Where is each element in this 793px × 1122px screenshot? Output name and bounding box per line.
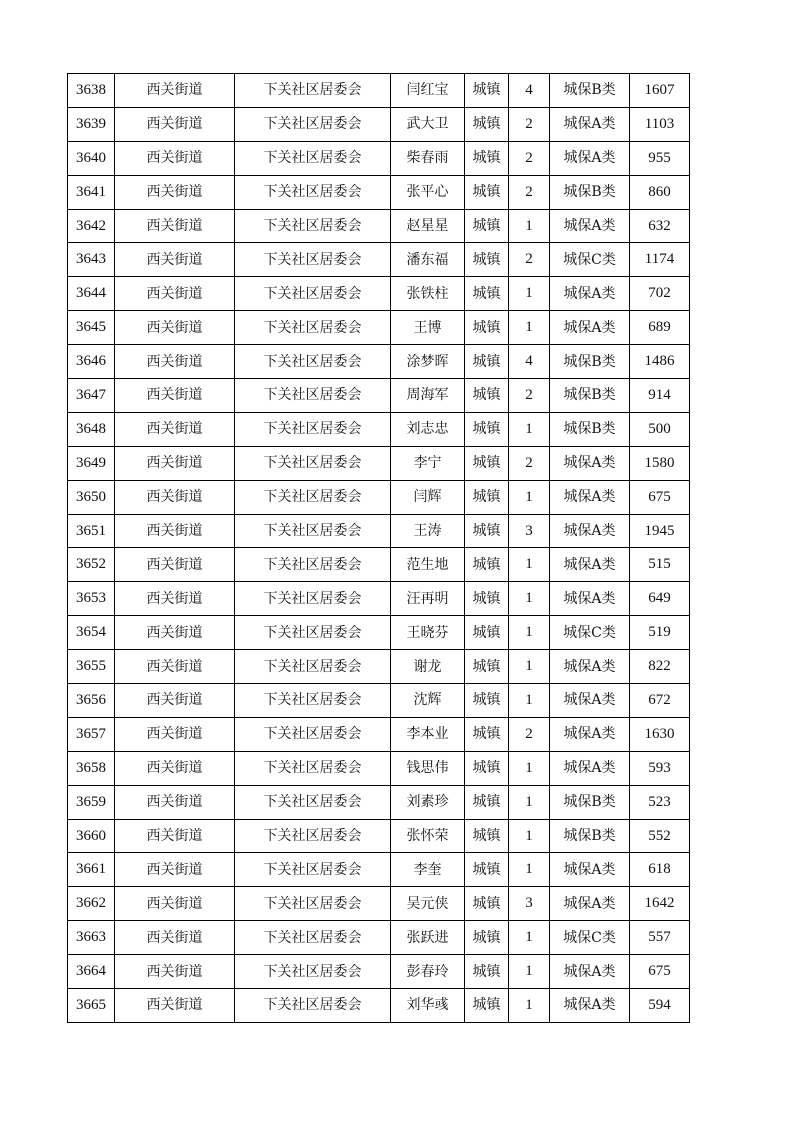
- street-cell: 西关街道: [115, 921, 235, 955]
- name-cell: 彭春玲: [391, 955, 465, 989]
- amount-cell: 675: [630, 480, 690, 514]
- table-row: [68, 209, 690, 243]
- household-size-cell: 1: [509, 616, 550, 650]
- street-cell: 西关街道: [115, 277, 235, 311]
- amount-cell: 689: [630, 311, 690, 345]
- community-cell: 下关社区居委会: [235, 650, 391, 684]
- household-size-cell: 4: [509, 345, 550, 379]
- category-cell: 城保A类: [550, 989, 630, 1023]
- household-size-cell: 2: [509, 446, 550, 480]
- record-id-cell: 3659: [68, 785, 115, 819]
- table-body: [68, 74, 690, 1023]
- household-size-cell: 3: [509, 514, 550, 548]
- record-id-cell: 3642: [68, 209, 115, 243]
- record-id-cell: 3654: [68, 616, 115, 650]
- amount-cell: 1945: [630, 514, 690, 548]
- name-cell: 吴元侠: [391, 887, 465, 921]
- area-type-cell: 城镇: [465, 717, 509, 751]
- street-cell: 西关街道: [115, 412, 235, 446]
- amount-cell: 1103: [630, 107, 690, 141]
- household-size-cell: 1: [509, 582, 550, 616]
- household-size-cell: 1: [509, 548, 550, 582]
- name-cell: 张跃进: [391, 921, 465, 955]
- area-type-cell: 城镇: [465, 243, 509, 277]
- amount-cell: 1642: [630, 887, 690, 921]
- name-cell: 王博: [391, 311, 465, 345]
- table-row: [68, 175, 690, 209]
- area-type-cell: 城镇: [465, 345, 509, 379]
- record-id-cell: 3660: [68, 819, 115, 853]
- name-cell: 李宁: [391, 446, 465, 480]
- household-size-cell: 2: [509, 717, 550, 751]
- household-size-cell: 1: [509, 311, 550, 345]
- name-cell: 钱思伟: [391, 751, 465, 785]
- street-cell: 西关街道: [115, 480, 235, 514]
- category-cell: 城保A类: [550, 684, 630, 718]
- record-id-cell: 3663: [68, 921, 115, 955]
- record-id-cell: 3644: [68, 277, 115, 311]
- name-cell: 武大卫: [391, 107, 465, 141]
- table-row: [68, 480, 690, 514]
- record-id-cell: 3649: [68, 446, 115, 480]
- street-cell: 西关街道: [115, 345, 235, 379]
- area-type-cell: 城镇: [465, 751, 509, 785]
- community-cell: 下关社区居委会: [235, 548, 391, 582]
- area-type-cell: 城镇: [465, 514, 509, 548]
- street-cell: 西关街道: [115, 650, 235, 684]
- community-cell: 下关社区居委会: [235, 955, 391, 989]
- area-type-cell: 城镇: [465, 819, 509, 853]
- name-cell: 闫辉: [391, 480, 465, 514]
- table-row: [68, 616, 690, 650]
- table-row: [68, 107, 690, 141]
- area-type-cell: 城镇: [465, 446, 509, 480]
- category-cell: 城保A类: [550, 650, 630, 684]
- table-row: [68, 717, 690, 751]
- community-cell: 下关社区居委会: [235, 311, 391, 345]
- area-type-cell: 城镇: [465, 785, 509, 819]
- name-cell: 王涛: [391, 514, 465, 548]
- community-cell: 下关社区居委会: [235, 480, 391, 514]
- household-size-cell: 1: [509, 209, 550, 243]
- amount-cell: 1580: [630, 446, 690, 480]
- table-row: [68, 277, 690, 311]
- household-size-cell: 1: [509, 277, 550, 311]
- household-size-cell: 1: [509, 650, 550, 684]
- household-size-cell: 1: [509, 853, 550, 887]
- community-cell: 下关社区居委会: [235, 684, 391, 718]
- community-cell: 下关社区居委会: [235, 345, 391, 379]
- category-cell: 城保A类: [550, 548, 630, 582]
- table-row: [68, 650, 690, 684]
- community-cell: 下关社区居委会: [235, 379, 391, 413]
- record-id-cell: 3638: [68, 74, 115, 108]
- category-cell: 城保A类: [550, 955, 630, 989]
- area-type-cell: 城镇: [465, 141, 509, 175]
- category-cell: 城保A类: [550, 751, 630, 785]
- record-id-cell: 3664: [68, 955, 115, 989]
- table-row: [68, 141, 690, 175]
- amount-cell: 1174: [630, 243, 690, 277]
- household-size-cell: 2: [509, 379, 550, 413]
- community-cell: 下关社区居委会: [235, 582, 391, 616]
- amount-cell: 519: [630, 616, 690, 650]
- household-size-cell: 3: [509, 887, 550, 921]
- table-row: [68, 311, 690, 345]
- category-cell: 城保A类: [550, 582, 630, 616]
- table-row: [68, 819, 690, 853]
- amount-cell: 552: [630, 819, 690, 853]
- area-type-cell: 城镇: [465, 650, 509, 684]
- community-cell: 下关社区居委会: [235, 887, 391, 921]
- street-cell: 西关街道: [115, 311, 235, 345]
- record-id-cell: 3653: [68, 582, 115, 616]
- area-type-cell: 城镇: [465, 74, 509, 108]
- street-cell: 西关街道: [115, 717, 235, 751]
- record-id-cell: 3641: [68, 175, 115, 209]
- amount-cell: 1607: [630, 74, 690, 108]
- table-row: [68, 955, 690, 989]
- street-cell: 西关街道: [115, 446, 235, 480]
- community-cell: 下关社区居委会: [235, 819, 391, 853]
- street-cell: 西关街道: [115, 379, 235, 413]
- area-type-cell: 城镇: [465, 311, 509, 345]
- table-row: [68, 684, 690, 718]
- category-cell: 城保A类: [550, 209, 630, 243]
- community-cell: 下关社区居委会: [235, 412, 391, 446]
- street-cell: 西关街道: [115, 175, 235, 209]
- name-cell: 刘华彧: [391, 989, 465, 1023]
- household-size-cell: 1: [509, 684, 550, 718]
- category-cell: 城保A类: [550, 277, 630, 311]
- category-cell: 城保A类: [550, 311, 630, 345]
- area-type-cell: 城镇: [465, 548, 509, 582]
- area-type-cell: 城镇: [465, 277, 509, 311]
- record-id-cell: 3655: [68, 650, 115, 684]
- category-cell: 城保C类: [550, 243, 630, 277]
- document-page: [67, 73, 690, 1023]
- household-size-cell: 1: [509, 819, 550, 853]
- household-size-cell: 1: [509, 785, 550, 819]
- name-cell: 涂梦晖: [391, 345, 465, 379]
- area-type-cell: 城镇: [465, 955, 509, 989]
- community-cell: 下关社区居委会: [235, 717, 391, 751]
- record-id-cell: 3648: [68, 412, 115, 446]
- street-cell: 西关街道: [115, 989, 235, 1023]
- community-cell: 下关社区居委会: [235, 209, 391, 243]
- record-id-cell: 3652: [68, 548, 115, 582]
- amount-cell: 822: [630, 650, 690, 684]
- amount-cell: 1486: [630, 345, 690, 379]
- category-cell: 城保B类: [550, 412, 630, 446]
- street-cell: 西关街道: [115, 887, 235, 921]
- street-cell: 西关街道: [115, 141, 235, 175]
- amount-cell: 523: [630, 785, 690, 819]
- household-size-cell: 1: [509, 480, 550, 514]
- amount-cell: 593: [630, 751, 690, 785]
- community-cell: 下关社区居委会: [235, 514, 391, 548]
- community-cell: 下关社区居委会: [235, 446, 391, 480]
- record-id-cell: 3640: [68, 141, 115, 175]
- name-cell: 沈辉: [391, 684, 465, 718]
- community-cell: 下关社区居委会: [235, 107, 391, 141]
- name-cell: 赵星星: [391, 209, 465, 243]
- table-row: [68, 921, 690, 955]
- household-size-cell: 1: [509, 751, 550, 785]
- category-cell: 城保A类: [550, 853, 630, 887]
- area-type-cell: 城镇: [465, 684, 509, 718]
- category-cell: 城保A类: [550, 887, 630, 921]
- table-row: [68, 74, 690, 108]
- community-cell: 下关社区居委会: [235, 853, 391, 887]
- street-cell: 西关街道: [115, 684, 235, 718]
- name-cell: 刘素珍: [391, 785, 465, 819]
- household-size-cell: 4: [509, 74, 550, 108]
- table-row: [68, 853, 690, 887]
- street-cell: 西关街道: [115, 751, 235, 785]
- record-id-cell: 3662: [68, 887, 115, 921]
- category-cell: 城保B类: [550, 379, 630, 413]
- amount-cell: 618: [630, 853, 690, 887]
- household-size-cell: 2: [509, 243, 550, 277]
- table-row: [68, 887, 690, 921]
- name-cell: 周海军: [391, 379, 465, 413]
- table-row: [68, 751, 690, 785]
- category-cell: 城保B类: [550, 74, 630, 108]
- category-cell: 城保A类: [550, 446, 630, 480]
- amount-cell: 672: [630, 684, 690, 718]
- record-id-cell: 3651: [68, 514, 115, 548]
- street-cell: 西关街道: [115, 955, 235, 989]
- area-type-cell: 城镇: [465, 989, 509, 1023]
- amount-cell: 914: [630, 379, 690, 413]
- area-type-cell: 城镇: [465, 412, 509, 446]
- area-type-cell: 城镇: [465, 175, 509, 209]
- amount-cell: 515: [630, 548, 690, 582]
- street-cell: 西关街道: [115, 785, 235, 819]
- amount-cell: 500: [630, 412, 690, 446]
- category-cell: 城保B类: [550, 175, 630, 209]
- area-type-cell: 城镇: [465, 887, 509, 921]
- table-row: [68, 345, 690, 379]
- record-id-cell: 3657: [68, 717, 115, 751]
- name-cell: 范生地: [391, 548, 465, 582]
- category-cell: 城保B类: [550, 819, 630, 853]
- table-row: [68, 412, 690, 446]
- record-id-cell: 3658: [68, 751, 115, 785]
- record-id-cell: 3661: [68, 853, 115, 887]
- category-cell: 城保A类: [550, 717, 630, 751]
- table-row: [68, 243, 690, 277]
- table-row: [68, 582, 690, 616]
- community-cell: 下关社区居委会: [235, 243, 391, 277]
- name-cell: 张铁柱: [391, 277, 465, 311]
- household-size-cell: 1: [509, 955, 550, 989]
- amount-cell: 649: [630, 582, 690, 616]
- name-cell: 李奎: [391, 853, 465, 887]
- area-type-cell: 城镇: [465, 582, 509, 616]
- record-id-cell: 3650: [68, 480, 115, 514]
- street-cell: 西关街道: [115, 616, 235, 650]
- amount-cell: 594: [630, 989, 690, 1023]
- table-row: [68, 785, 690, 819]
- category-cell: 城保A类: [550, 480, 630, 514]
- household-size-cell: 1: [509, 989, 550, 1023]
- record-id-cell: 3645: [68, 311, 115, 345]
- category-cell: 城保C类: [550, 616, 630, 650]
- area-type-cell: 城镇: [465, 107, 509, 141]
- community-cell: 下关社区居委会: [235, 751, 391, 785]
- name-cell: 刘志忠: [391, 412, 465, 446]
- data-table: [67, 73, 690, 1023]
- area-type-cell: 城镇: [465, 379, 509, 413]
- community-cell: 下关社区居委会: [235, 785, 391, 819]
- record-id-cell: 3665: [68, 989, 115, 1023]
- street-cell: 西关街道: [115, 209, 235, 243]
- amount-cell: 1630: [630, 717, 690, 751]
- record-id-cell: 3643: [68, 243, 115, 277]
- street-cell: 西关街道: [115, 107, 235, 141]
- household-size-cell: 2: [509, 107, 550, 141]
- category-cell: 城保B类: [550, 345, 630, 379]
- area-type-cell: 城镇: [465, 616, 509, 650]
- table-row: [68, 548, 690, 582]
- record-id-cell: 3647: [68, 379, 115, 413]
- table-row: [68, 446, 690, 480]
- community-cell: 下关社区居委会: [235, 616, 391, 650]
- table-row: [68, 379, 690, 413]
- name-cell: 王晓芬: [391, 616, 465, 650]
- name-cell: 柴春雨: [391, 141, 465, 175]
- community-cell: 下关社区居委会: [235, 74, 391, 108]
- amount-cell: 702: [630, 277, 690, 311]
- amount-cell: 955: [630, 141, 690, 175]
- category-cell: 城保A类: [550, 107, 630, 141]
- street-cell: 西关街道: [115, 819, 235, 853]
- street-cell: 西关街道: [115, 548, 235, 582]
- household-size-cell: 1: [509, 412, 550, 446]
- name-cell: 潘东福: [391, 243, 465, 277]
- record-id-cell: 3646: [68, 345, 115, 379]
- amount-cell: 860: [630, 175, 690, 209]
- area-type-cell: 城镇: [465, 853, 509, 887]
- community-cell: 下关社区居委会: [235, 989, 391, 1023]
- street-cell: 西关街道: [115, 582, 235, 616]
- name-cell: 张怀荣: [391, 819, 465, 853]
- community-cell: 下关社区居委会: [235, 921, 391, 955]
- record-id-cell: 3639: [68, 107, 115, 141]
- street-cell: 西关街道: [115, 74, 235, 108]
- street-cell: 西关街道: [115, 514, 235, 548]
- area-type-cell: 城镇: [465, 921, 509, 955]
- name-cell: 张平心: [391, 175, 465, 209]
- table-row: [68, 514, 690, 548]
- community-cell: 下关社区居委会: [235, 175, 391, 209]
- street-cell: 西关街道: [115, 243, 235, 277]
- name-cell: 谢龙: [391, 650, 465, 684]
- community-cell: 下关社区居委会: [235, 141, 391, 175]
- household-size-cell: 2: [509, 175, 550, 209]
- name-cell: 汪再明: [391, 582, 465, 616]
- household-size-cell: 1: [509, 921, 550, 955]
- category-cell: 城保C类: [550, 921, 630, 955]
- household-size-cell: 2: [509, 141, 550, 175]
- amount-cell: 557: [630, 921, 690, 955]
- area-type-cell: 城镇: [465, 480, 509, 514]
- name-cell: 李本业: [391, 717, 465, 751]
- record-id-cell: 3656: [68, 684, 115, 718]
- category-cell: 城保B类: [550, 785, 630, 819]
- category-cell: 城保A类: [550, 141, 630, 175]
- name-cell: 闫红宝: [391, 74, 465, 108]
- amount-cell: 632: [630, 209, 690, 243]
- amount-cell: 675: [630, 955, 690, 989]
- category-cell: 城保A类: [550, 514, 630, 548]
- table-row: [68, 989, 690, 1023]
- community-cell: 下关社区居委会: [235, 277, 391, 311]
- area-type-cell: 城镇: [465, 209, 509, 243]
- street-cell: 西关街道: [115, 853, 235, 887]
